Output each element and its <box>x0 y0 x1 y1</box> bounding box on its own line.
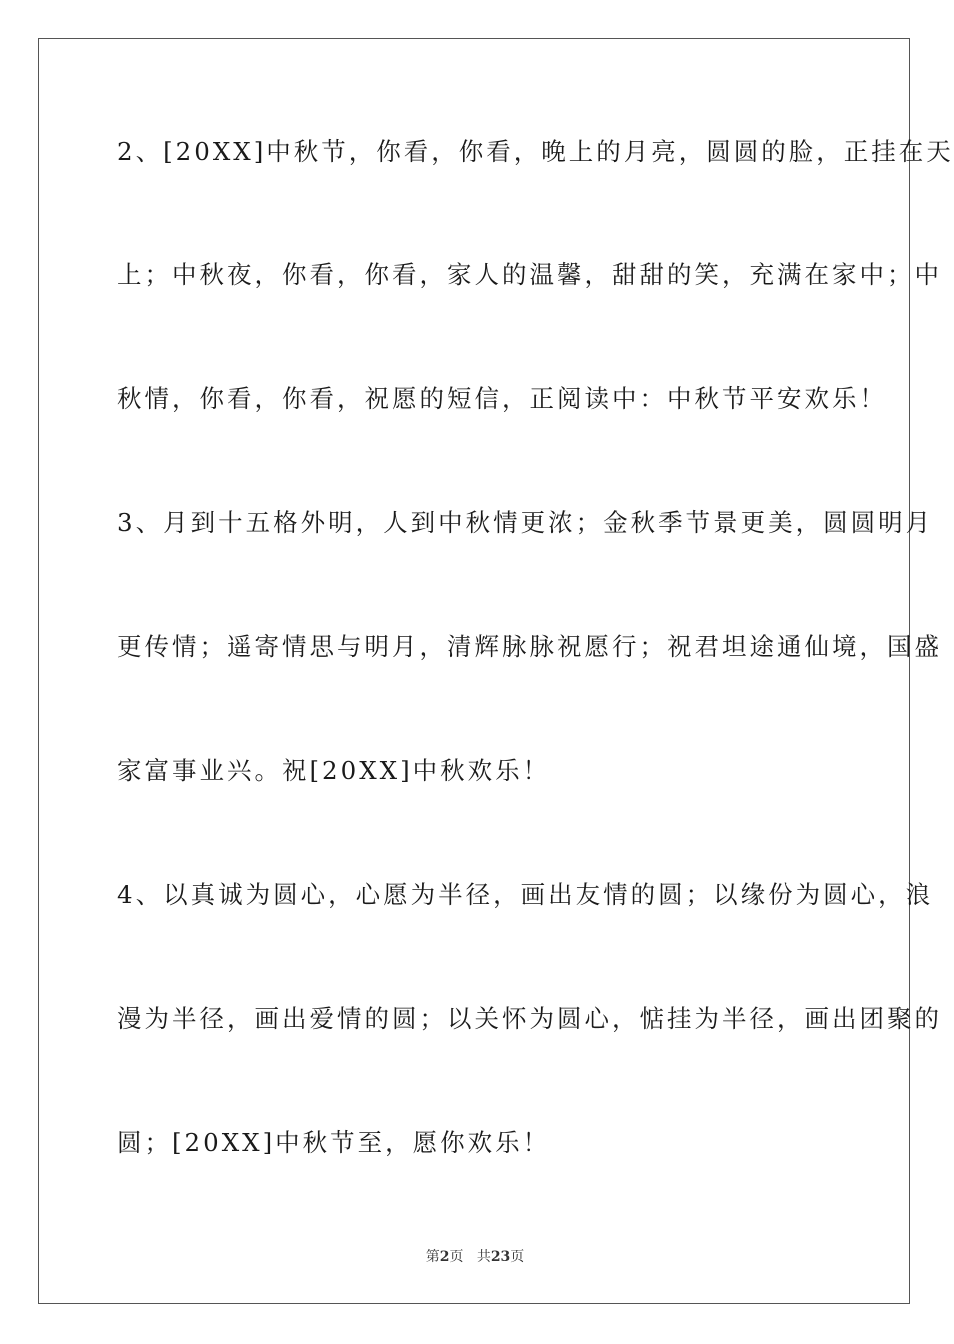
page-prefix: 第 <box>425 1249 440 1265</box>
page-suffix: 页 <box>449 1249 464 1265</box>
text-line-3: 秋情，你看，你看，祝愿的短信，正阅读中：中秋节平安欢乐！ <box>117 384 887 413</box>
text-line-8: 漫为半径，画出爱情的圆；以关怀为圆心，惦挂为半径，画出团聚的 <box>117 1004 942 1033</box>
text-line-4: 3、月到十五格外明，人到中秋情更浓；金秋季节景更美，圆圆明月 <box>117 508 934 537</box>
text-line-7: 4、以真诚为圆心，心愿为半径，画出友情的圆；以缘份为圆心，浪 <box>117 880 934 909</box>
text-line-2: 上；中秋夜，你看，你看，家人的温馨，甜甜的笑，充满在家中；中 <box>117 260 942 289</box>
page-number: 2 <box>439 1249 450 1265</box>
page-footer <box>0 1246 950 1266</box>
text-line-5: 更传情；遥寄情思与明月，清辉脉脉祝愿行；祝君坦途通仙境，国盛 <box>117 632 942 661</box>
total-prefix: 共 <box>476 1249 491 1265</box>
text-line-1: 2、[20XX]中秋节，你看，你看，晚上的月亮，圆圆的脸，正挂在天 <box>117 137 954 166</box>
page-border <box>38 38 954 1304</box>
text-line-6: 家富事业兴。祝[20XX]中秋欢乐！ <box>117 756 551 785</box>
total-suffix: 页 <box>510 1249 525 1265</box>
total-pages: 23 <box>490 1249 511 1265</box>
text-line-9: 圆；[20XX]中秋节至，愿你欢乐！ <box>117 1128 551 1157</box>
